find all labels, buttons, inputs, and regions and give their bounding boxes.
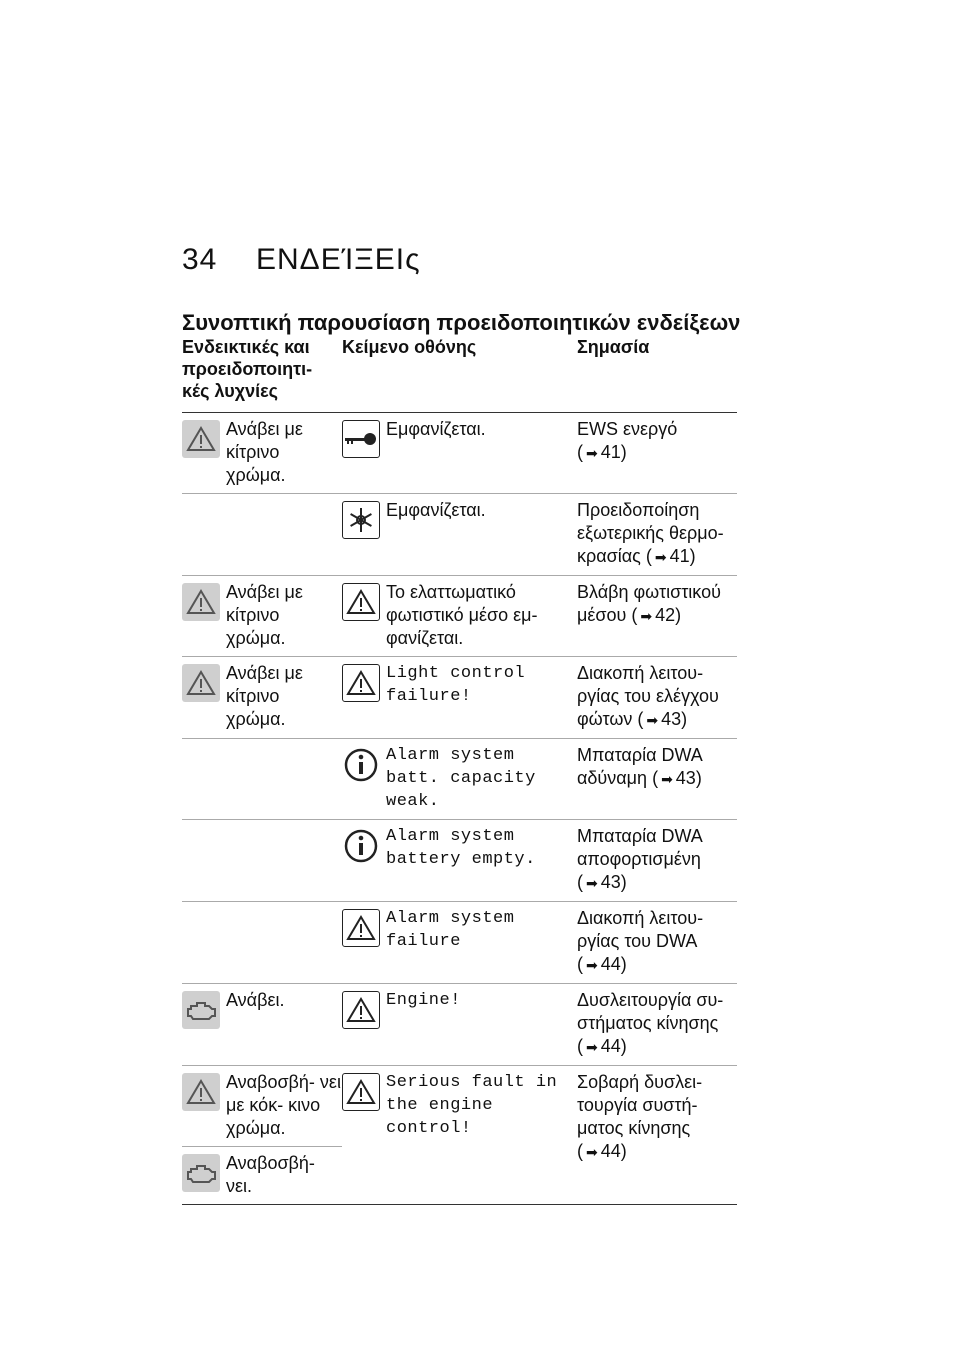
page-ref-arrow-icon: ➡: [586, 1144, 598, 1160]
section-title: Συνοπτική παρουσίαση προειδοποιητικών ενδείξεων: [182, 310, 741, 335]
meaning-text: Μπαταρία DWA αποφορτισμένη: [577, 826, 702, 869]
meaning-text: Μπαταρία DWA αδύναμη: [577, 745, 702, 788]
page-ref: 43: [661, 709, 682, 729]
warning-triangle-icon: [182, 664, 220, 702]
table-row: Alarm system failure Διακοπή λειτου- ργίας του DWA ( ➡ 44): [182, 902, 737, 984]
display-text: Το ελαττωματικό φωτιστικό μέσο εμ- φανίζεται.: [386, 582, 538, 648]
warning-triangle-icon: [342, 909, 380, 947]
lamp-text: Ανάβει με κίτρινο χρώμα.: [226, 582, 303, 648]
page-ref-arrow-icon: ➡: [586, 875, 598, 891]
display-text: Εμφανίζεται.: [386, 419, 486, 439]
table-row: Alarm system battery empty. Μπαταρία DWA αποφορτισμένη ( ➡ 43): [182, 820, 737, 902]
page-number: 34: [182, 243, 218, 276]
lamp-text: Ανάβει.: [226, 990, 285, 1010]
meaning-text: Δυσλειτουργία συ- στήματος κίνησης: [577, 990, 724, 1033]
table-header: [182, 336, 737, 413]
col-header-meaning: Σημασία: [577, 337, 650, 357]
meaning-text: Προειδοποίηση εξωτερικής θερμο- κρασίας: [577, 500, 724, 566]
warning-triangle-icon: [342, 1073, 380, 1111]
display-text: Alarm system failure: [386, 909, 515, 951]
page-ref: 43: [600, 872, 621, 892]
lamp-text: Αναβοσβή- νει με κόκ- κινο χρώμα.: [226, 1072, 341, 1138]
snowflake-icon: [342, 501, 380, 539]
warning-triangle-icon: [182, 583, 220, 621]
meaning-text: Διακοπή λειτου- ργίας του ελέγχου φώτων: [577, 663, 719, 729]
lamp-text: Ανάβει με κίτρινο χρώμα.: [226, 419, 303, 485]
page-ref-arrow-icon: ➡: [654, 549, 667, 565]
display-text: Alarm system batt. capacity weak.: [386, 746, 536, 811]
display-text: Engine!: [386, 991, 461, 1010]
page-ref: 44: [600, 1036, 621, 1056]
page-ref-arrow-icon: ➡: [646, 712, 659, 728]
meaning-text: EWS ενεργό: [577, 419, 678, 439]
page-ref: 41: [600, 442, 621, 462]
page-ref: 44: [600, 954, 621, 974]
page-ref-arrow-icon: ➡: [586, 445, 598, 461]
warning-triangle-icon: [342, 991, 380, 1029]
table-row: Ανάβει με κίτρινο χρώμα. Εμφανίζεται. EWS ενεργό ( ➡ 41): [182, 413, 737, 494]
page-header: [182, 243, 421, 277]
page-ref: 42: [655, 605, 676, 625]
display-text: Light control failure!: [386, 664, 526, 706]
page-title: ΕΝΔΕΊΞΕΙς: [256, 243, 421, 276]
page-ref-arrow-icon: ➡: [661, 771, 673, 787]
engine-icon: [182, 1154, 220, 1192]
info-icon: [342, 827, 380, 865]
table-row: Αναβοσβή- νει με κόκ- κινο χρώμα. Αναβοσβή- νει. Serious fault in the engine control! Σοβαρή δυσλει- τουργία συστή- ματος κίνησης ( ➡ 44): [182, 1066, 737, 1205]
meaning-text: Διακοπή λειτου- ργίας του DWA: [577, 908, 704, 951]
page-ref-arrow-icon: ➡: [586, 1039, 598, 1055]
page-ref: 41: [669, 546, 690, 566]
meaning-text: Σοβαρή δυσλει- τουργία συστή- ματος κίνησης: [577, 1072, 703, 1138]
table-row: Εμφανίζεται. Προειδοποίηση εξωτερικής θερμο- κρασίας ( ➡ 41): [182, 494, 737, 576]
ews-key-icon: [342, 420, 380, 458]
engine-icon: [182, 991, 220, 1029]
warning-triangle-icon: [342, 664, 380, 702]
table-row: Ανάβει. Engine! Δυσλειτουργία συ- στήματος κίνησης ( ➡ 44): [182, 984, 737, 1066]
display-text: Alarm system battery empty.: [386, 827, 536, 869]
warning-triangle-icon: [182, 1073, 220, 1111]
table-row: Ανάβει με κίτρινο χρώμα. Το ελαττωματικό φωτιστικό μέσο εμ- φανίζεται. Βλάβη φωτιστικού μέσου ( ➡ 42): [182, 576, 737, 657]
col-header-lamps: Ενδεικτικές και προειδοποιητι- κές λυχνίες: [182, 337, 313, 401]
col-header-display: Κείμενο οθόνης: [342, 337, 477, 357]
page-ref: 43: [675, 768, 696, 788]
info-icon: [342, 746, 380, 784]
table-row: Ανάβει με κίτρινο χρώμα. Light control failure! Διακοπή λειτου- ργίας του ελέγχου φώτων ( ➡ 43): [182, 657, 737, 739]
lamp-text: Αναβοσβή- νει.: [226, 1153, 315, 1196]
display-text: Serious fault in the engine control!: [386, 1073, 558, 1138]
page-ref-arrow-icon: ➡: [586, 957, 598, 973]
warnings-table: [182, 336, 737, 1205]
page-ref-arrow-icon: ➡: [640, 608, 653, 624]
meaning-text: Βλάβη φωτιστικού μέσου: [577, 582, 721, 625]
lamp-text: Ανάβει με κίτρινο χρώμα.: [226, 663, 303, 729]
table-row: Alarm system batt. capacity weak. Μπαταρία DWA αδύναμη ( ➡ 43): [182, 739, 737, 820]
warning-triangle-icon: [342, 583, 380, 621]
display-text: Εμφανίζεται.: [386, 500, 486, 520]
warning-triangle-icon: [182, 420, 220, 458]
page-ref: 44: [600, 1141, 621, 1161]
